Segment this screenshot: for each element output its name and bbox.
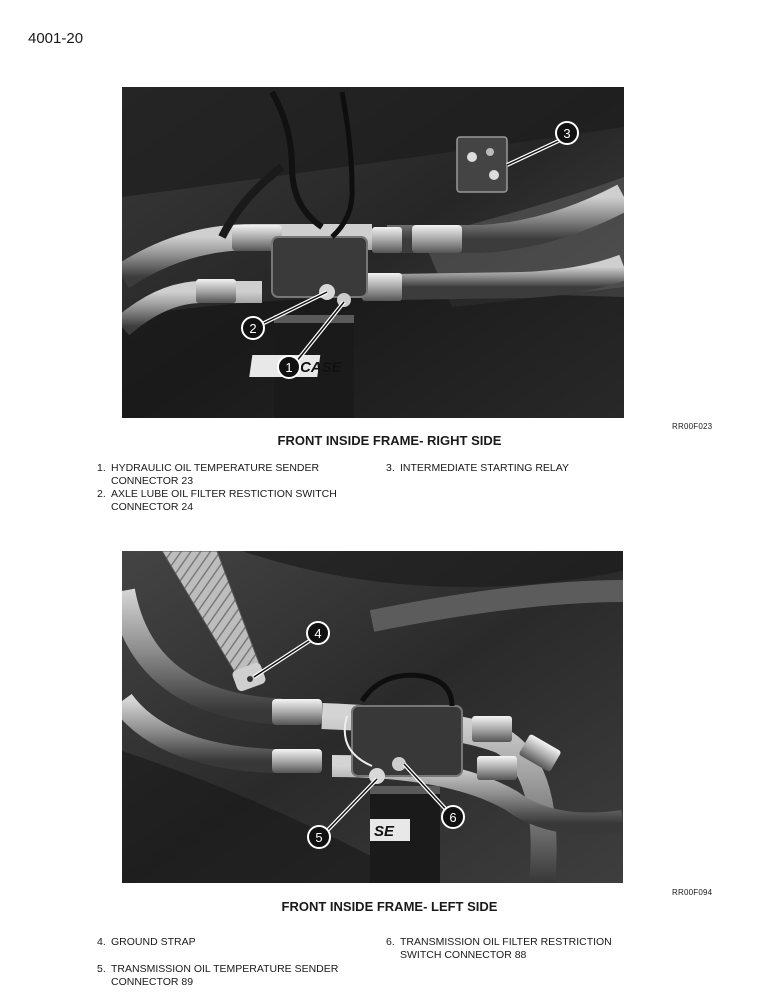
page-number: 4001-20: [28, 30, 84, 47]
legend-right: [386, 936, 646, 962]
legend-right: [386, 462, 646, 475]
figure-caption: FRONT INSIDE FRAME- RIGHT SIDE: [277, 433, 502, 448]
legend-item: 2. AXLE LUBE OIL FILTER RESTICTION SWITCH: [97, 488, 337, 500]
legend-left: [97, 936, 367, 989]
legend-item: 1. HYDRAULIC OIL TEMPERATURE SENDER: [97, 462, 320, 474]
figure-caption: FRONT INSIDE FRAME- LEFT SIDE: [281, 899, 498, 914]
svg-text:4: 4: [314, 626, 322, 641]
callout-4: [307, 622, 329, 644]
svg-text:5: 5: [315, 830, 323, 845]
callout-5: [308, 826, 330, 848]
callout-6: [442, 806, 464, 828]
photo-left-side-illustration: [122, 551, 623, 883]
svg-text:3: 3: [563, 126, 571, 141]
svg-text:6: 6: [449, 810, 457, 825]
legend-item-continued: CONNECTOR 23: [111, 475, 194, 487]
legend-left: [97, 462, 367, 514]
filter-brand-label: CASE: [300, 359, 342, 376]
photo-right-side-illustration: [122, 87, 624, 418]
photo-left-side: [122, 551, 623, 883]
legend-item: 4. GROUND STRAP: [97, 936, 196, 948]
callout-2: [242, 317, 264, 339]
legend-item-continued: CONNECTOR 24: [111, 501, 194, 513]
svg-text:1: 1: [285, 360, 293, 375]
callout-3: [556, 122, 578, 144]
legend-item: 5. TRANSMISSION OIL TEMPERATURE SENDER: [97, 963, 339, 975]
filter-brand-label: SE: [374, 823, 395, 840]
figure-code: RR00F094: [672, 888, 713, 897]
legend-item: 3. INTERMEDIATE STARTING RELAY: [386, 462, 569, 474]
legend-item: 6. TRANSMISSION OIL FILTER RESTRICTION: [386, 936, 612, 948]
callout-1: [278, 356, 300, 378]
figure-code: RR00F023: [672, 422, 713, 431]
svg-text:2: 2: [249, 321, 257, 336]
legend-item-continued: SWITCH CONNECTOR 88: [400, 949, 527, 961]
legend-item-continued: CONNECTOR 89: [111, 976, 194, 988]
photo-right-side: [122, 87, 624, 418]
